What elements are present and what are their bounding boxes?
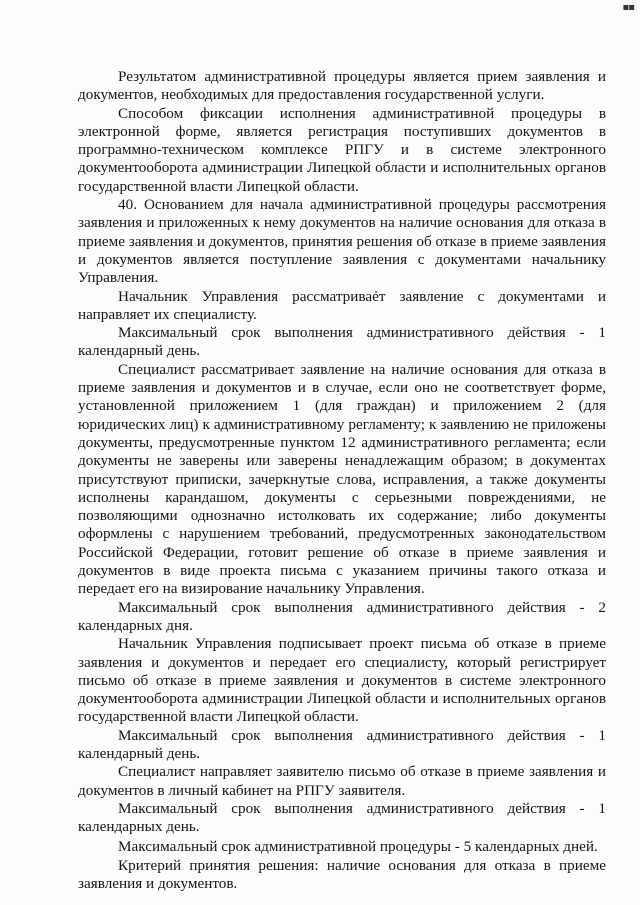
paragraph-fixation-method: Способом фиксации исполнения административной процедуры в электронной форме, является регистрация поступивших документов в программно-техническом комплексе РПГУ и в системе электронного документооборота администрации Липецкой области и исполнительных органов государственной власти Липецкой области. xyxy=(78,104,606,195)
paragraph-max-term-3: Максимальный срок выполнения административного действия - 1 календарный день. xyxy=(78,726,606,762)
scan-mark: ▪▪ xyxy=(622,2,634,13)
document-body xyxy=(78,68,606,893)
paragraph-decision-criterion: Критерий принятия решения: наличие основания для отказа в приеме заявления и документов. xyxy=(78,856,606,893)
paragraph-head-reviews: Начальник Управления рассматривает заявление с документами и направляет их специалисту. xyxy=(78,287,606,323)
paragraph-max-term-4: Максимальный срок выполнения административного действия - 1 календарных день. xyxy=(78,799,606,836)
paragraph-specialist-sends: Специалист направляет заявителю письмо об отказе в приеме заявления и документов в личный кабинет на РПГУ заявителя. xyxy=(78,763,606,799)
paragraph-head-signs: Начальник Управления подписывает проект письма об отказе в приеме заявления и документов и передает его специалисту, который регистрирует письмо об отказе в приеме заявления и документов в системе электронного документооборота администрации Липецкой области и исполнительных органов государственной власти Липецкой области. xyxy=(78,635,606,726)
paragraph-max-term-2: Максимальный срок выполнения административного действия - 2 календарных дня. xyxy=(78,598,606,634)
paragraph-max-term-1: Максимальный срок выполнения административного действия - 1 календарный день. xyxy=(78,324,606,360)
paragraph-40-basis: 40. Основанием для начала административной процедуры рассмотрения заявления и приложенных к нему документов на наличие основания для отказа в приеме заявления и документов, принятия решения об отказе в приеме заявления и документов является поступление заявления с документами начальнику Управления. xyxy=(78,196,606,287)
paragraph-specialist-reviews: Специалист рассматривает заявление на наличие основания для отказа в приеме заявления и документов и в случае, если оно не соответствует форме, установленной приложением 1 (для граждан) и приложением 2 (для юридических лиц) к административному регламенту; к заявлению не приложены документы, предусмотренные пунктом 12 административного регламента; если документы не заверены или заверены ненадлежащим образом; в документах присутствуют приписки, зачеркнутые слова, исправления, а также документы исполнены карандашом, документы с серьезными повреждениями, не позволяющими однозначно истолковать их содержание; либо документы оформлены с нарушением требований, предусмотренных законодательством Российской Федерации, готовит решение об отказе в приеме заявления и документов в виде проекта письма с указанием причины такого отказа и передает его на визирование начальнику Управления. xyxy=(78,360,606,598)
paragraph-procedure-max-term: Максимальный срок административной процедуры - 5 календарных дней. xyxy=(118,838,598,856)
paragraph-result: Результатом административной процедуры является прием заявления и документов, необходимых для предоставления государственной услуги. xyxy=(78,68,606,104)
